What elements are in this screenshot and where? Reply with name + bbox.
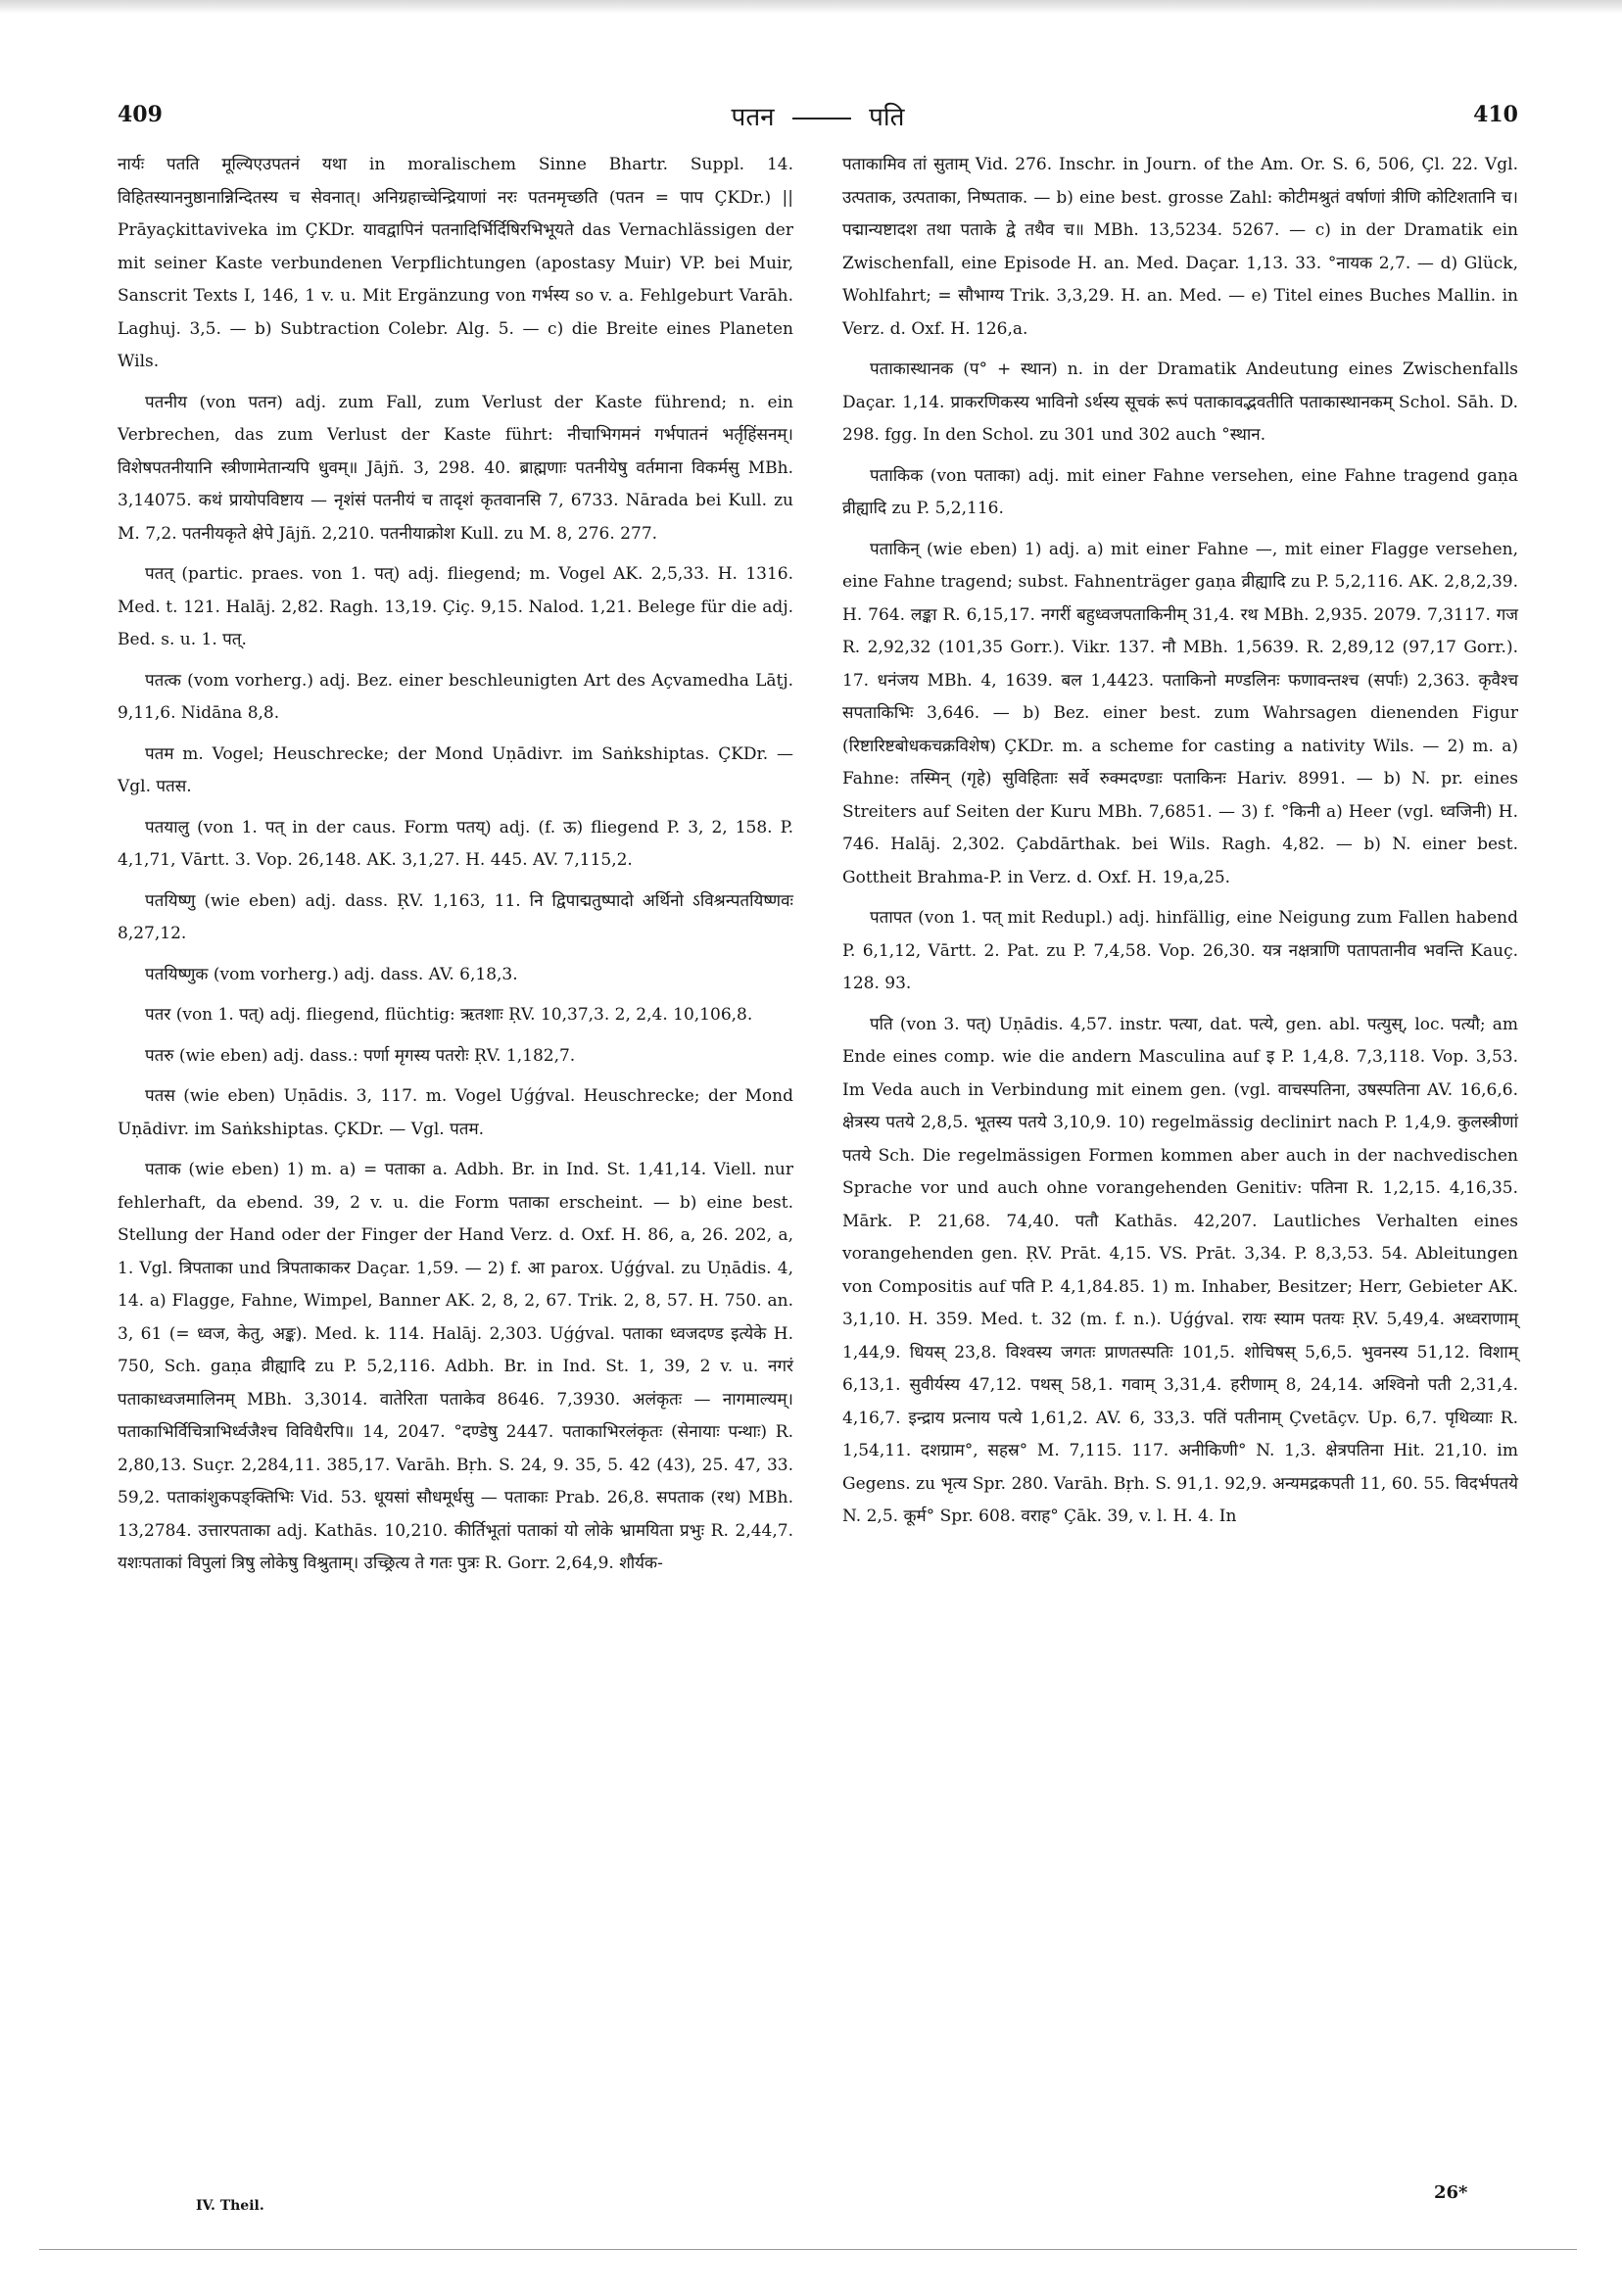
running-head xyxy=(118,98,1518,133)
entry-paragraph: पतयिष्णु (wie eben) adj. dass. ṚV. 1,163, 11. नि द्विपाद्मतुष्पादो अर्थिनो ऽविश्रन्पतयिष्णवः 8,27,12. xyxy=(118,890,793,943)
page-number-right: 410 xyxy=(1473,102,1518,127)
head-dash xyxy=(792,118,851,120)
bottom-rule xyxy=(39,2249,1577,2250)
entry-paragraph: पताकिन् (wie eben) 1) adj. a) mit einer Fahne —, mit einer Flagge versehen, eine Fahne tragend; subst. Fahnenträger gaṇa व्रीह्यादि zu P. 5,2,116. AK. 2,8,2,39. H. 764. लङ्का R. 6,15,17. नगरीं बहुध्वजपताकिनीम् 31,4. रथ MBh. 2,935. 2079. 7,3117. गज R. 2,92,32 (101,35 Gorr.). Vikr. 137. नौ MBh. 1,5639. R. 2,89,12 (97,17 Gorr.). 17. धनंजय MBh. 4, 1639. बल 1,4423. पताकिनो मण्डलिनः फणावन्तश्च (सर्पाः) 2,363. कृवैश्च सपताकिभिः 3,646. — b) Bez. einer best. zum Wahrsagen dienenden Figur (रिष्टारिष्टबोधकचक्रविशेष) ÇKDr. m. a scheme for casting a nativity Wils. — 2) m. a) Fahne: तस्मिन् (गृहे) सुविहिताः सर्वे रुक्मदण्डाः पताकिनः Hariv. 8991. — b) N. pr. eines Streiters auf Seiten der Kuru MBh. 7,6851. — 3) f. °किनी a) Heer (vgl. ध्वजिनी) H. 746. Halāj. 2,302. Çabdārthak. bei Wils. Ragh. 4,82. — b) N. einer best. Gottheit Brahma-P. in Verz. d. Oxf. H. 19,a,25. xyxy=(842,539,1518,887)
right-column xyxy=(842,149,1518,1542)
entry-paragraph: पतस (wie eben) Uṇādis. 3, 117. m. Vogel Uǵǵval. Heuschrecke; der Mond Uṇādivr. im Saṅkshiptas. ÇKDr. — Vgl. पतम. xyxy=(118,1086,793,1139)
signature-mark: 26* xyxy=(1434,2182,1468,2203)
entry-paragraph: पतत् (partic. praes. von 1. पत्) adj. fliegend; m. Vogel AK. 2,5,33. H. 1316. Med. t. 121. Halāj. 2,82. Ragh. 13,19. Çiç. 9,15. Nalod. 1,21. Belege für die adj. Bed. s. u. 1. पत्. xyxy=(118,564,793,649)
entry-paragraph: पताकामिव तां सुताम् Vid. 276. Inschr. in Journ. of the Am. Or. S. 6, 506, Çl. 22. Vgl. उत्पताक, उत्पताका, निष्पताक. — b) eine best. grosse Zahl: कोटीमश्रुतं वर्षाणां त्रीणि कोटिशतानि च। पद्मान्यष्टादश तथा पताके द्वे तथैव च॥ MBh. 13,5234. 5267. — c) in der Dramatik ein Zwischenfall, eine Episode H. an. Med. Daçar. 1,13. 33. °नायक 2,7. — d) Glück, Wohlfahrt; = सौभाग्य Trik. 3,3,29. H. an. Med. — e) Titel eines Buches Mallin. in Verz. d. Oxf. H. 126,a. xyxy=(842,155,1518,339)
entry-paragraph: पतयिष्णुक (vom vorherg.) adj. dass. AV. 6,18,3. xyxy=(145,964,518,984)
entry-paragraph: पताकिक (von पताका) adj. mit einer Fahne versehen, eine Fahne tragend gaṇa व्रीह्यादि zu P. 5,2,116. xyxy=(842,465,1518,518)
entry-paragraph: पतनीय (von पतन) adj. zum Fall, zum Verlust der Kaste führend; n. ein Verbrechen, das zum Verlust der Kaste führt: नीचाभिगमनं गर्भपातनं भर्तृहिंसनम्। विशेषपतनीयानि स्त्रीणामेतान्यपि धुवम्॥ Jājñ. 3, 298. 40. ब्राह्मणाः पतनीयेषु वर्तमाना विकर्मसु MBh. 3,14075. कथं प्रायोपविष्टाय — नृशंसं पतनीयं च तादृशं कृतवानसि 7, 6733. Nārada bei Kull. zu M. 7,2. पतनीयकृते क्षेपे Jājñ. 2,210. पतनीयाक्रोश Kull. zu M. 8, 276. 277. xyxy=(118,392,793,544)
entry-paragraph: पताकास्थानक (प° + स्थान) n. in der Dramatik Andeutung eines Zwischenfalls Daçar. 1,14. प्राकरणिकस्य भाविनो ऽर्थस्य सूचकं रूपं पताकावद्भवतीति पताकास्थानकम् Schol. Sāh. D. 298. fgg. In den Schol. zu 301 und 302 auch °स्थान. xyxy=(842,359,1518,445)
entry-paragraph: पतत्क (vom vorherg.) adj. Bez. einer beschleunigten Art des Açvamedha Lāṭj. 9,11,6. Nidāna 8,8. xyxy=(118,670,793,723)
entry-paragraph: पति (von 3. पत्) Uṇādis. 4,57. instr. पत्या, dat. पत्ये, gen. abl. पत्युस्, loc. पत्यौ; am Ende eines comp. wie die andern Masculina auf इ P. 1,4,8. 7,3,118. Vop. 3,53. Im Veda auch in Verbindung mit einem gen. (vgl. वाचस्पतिना, उषस्पतिना AV. 16,6,6. क्षेत्रस्य पतये 2,8,5. भूतस्य पतये 3,10,9. 10) regelmässig declinirt nach P. 1,4,9. कुलस्त्रीणां पतये Sch. Die regelmässigen Formen kommen aber auch in der nachvedischen Sprache vor und auch ohne vorangehenden Genitiv: पतिना R. 1,2,15. 4,16,35. Mārk. P. 21,68. 74,40. पतौ Kathās. 42,207. Lautliches Verhalten eines vorangehenden gen. ṚV. Prāt. 4,15. VS. Prāt. 3,34. P. 8,3,53. 54. Ableitungen von Compositis auf पति P. 4,1,84.85. 1) m. Inhaber, Besitzer; Herr, Gebieter AK. 3,1,10. H. 359. Med. t. 32 (m. f. n.). Uǵǵval. रायः स्याम पतयः ṚV. 5,49,4. अध्वराणाम् 1,44,9. धियस् 23,8. विश्वस्य जगतः प्राणतस्पतिः 101,5. शोचिषस् 5,6,5. भुवनस्य 51,12. विशाम् 6,13,1. सुवीर्यस्य 47,12. पथस् 58,1. गवाम् 3,31,4. हरीणाम् 8, 24,14. अश्विनो पती 2,31,4. 4,16,7. इन्द्राय प्रत्नाय पत्ये 1,61,2. AV. 6, 33,3. पतिं पतीनाम् Çvetāçv. Up. 6,7. पृथिव्याः R. 1,54,11. दशग्राम°, सहस्र° M. 7,115. 117. अनीकिणी° N. 1,3. क्षेत्रपतिना Hit. 21,10. im Gegens. zu भृत्य Spr. 280. Varāh. Bṛh. S. 91,1. 92,9. अन्यमद्रकपती 11, 60. 55. विदर्भपतये N. 2,5. कूर्म° Spr. 608. वराह° Çāk. 39, v. l. H. 4. In xyxy=(842,1014,1518,1526)
entry-paragraph: पतम m. Vogel; Heuschrecke; der Mond Uṇādivr. im Saṅkshiptas. ÇKDr. — Vgl. पतस. xyxy=(118,743,793,796)
entry-paragraph: पताक (wie eben) 1) m. a) = पताका a. Adbh. Br. in Ind. St. 1,41,14. Viell. nur fehlerhaft, da ebend. 39, 2 v. u. die Form पताका erscheint. — b) eine best. Stellung der Hand oder der Finger der Hand Verz. d. Oxf. H. 86, a, 26. 202, a, 1. Vgl. त्रिपताका und त्रिपताकाकर Daçar. 1,59. — 2) f. आ parox. Uǵǵval. zu Uṇādis. 4, 14. a) Flagge, Fahne, Wimpel, Banner AK. 2, 8, 2, 67. Trik. 2, 8, 57. H. 750. an. 3, 61 (= ध्वज, केतु, अङ्क). Med. k. 114. Halāj. 2,303. Uǵǵval. पताका ध्वजदण्ड इत्येके H. 750, Sch. gaṇa व्रीह्यादि zu P. 5,2,116. Adbh. Br. in Ind. St. 1, 39, 2 v. u. नगरं पताकाध्वजमालिनम् MBh. 3,3014. वातेरिता पताकेव 8646. 7,3930. अलंकृतः — नागमाल्यम्। पताकाभिर्विचित्राभिर्ध्वजैश्च विविधैरपि॥ 14, 2047. °दण्डेषु 2447. पताकाभिरलंकृतः (सेनायाः पन्थाः) R. 2,80,13. Suçr. 2,284,11. 385,17. Varāh. Bṛh. S. 24, 9. 35, 5. 42 (43), 25. 47, 33. 59,2. पताकांशुकपङ्क्तिभिः Vid. 53. धूयसां सौधमूर्धसु — पताकाः Prab. 26,8. सपताक (रथ) MBh. 13,2784. उत्तारपताका adj. Kathās. 10,210. कीर्तिभूतां पताकां यो लोके भ्रामयिता प्रभुः R. 2,44,7. यशःपताकां विपुलां त्रिषु लोकेषु विश्रुताम्। उच्छ्रित्य ते गतः पुत्रः R. Gorr. 2,64,9. शौर्यक- xyxy=(118,1160,793,1573)
page-number-left: 409 xyxy=(118,102,163,127)
entry-paragraph: पतापत (von 1. पत् mit Redupl.) adj. hinfällig, eine Neigung zum Fallen habend P. 6,1,12, Vārtt. 2. Pat. zu P. 7,4,58. Vop. 26,30. यत्र नक्षत्राणि पतापतानीव भवन्ति Kauç. 128. 93. xyxy=(842,908,1518,993)
entry-paragraph: पतयालु (von 1. पत् in der caus. Form पतय्) adj. (f. ऊ) fliegend P. 3, 2, 158. P. 4,1,71, Vārtt. 3. Vop. 26,148. AK. 3,1,27. H. 445. AV. 7,115,2. xyxy=(118,817,793,870)
left-column xyxy=(118,149,793,1589)
head-word-left: पतन xyxy=(731,103,775,132)
scan-edge xyxy=(0,0,1622,14)
entry-paragraph: नार्यः पतति मूल्यिएउपतनं यथा in moralischem Sinne Bhartr. Suppl. 14. विहितस्याननुष्ठानान्निन्दितस्य च सेवनात्। अनिग्रहाच्चेन्द्रियाणां नरः पतनमृच्छति (पतन = पाप ÇKDr.) || Prāyaçkittaviveka im ÇKDr. यावद्वापिनं पतनादिर्भिर्दिषिरभिभूयते das Vernachlässigen der mit seiner Kaste verbundenen Verpflichtungen (apostasy Muir) VP. bei Muir, Sanscrit Texts I, 146, 1 v. u. Mit Ergänzung von गर्भस्य so v. a. Fehlgeburt Varāh. Laghuj. 3,5. — b) Subtraction Colebr. Alg. 5. — c) die Breite eines Planeten Wils. xyxy=(118,155,793,371)
entry-paragraph: पतर (von 1. पत्) adj. fliegend, flüchtig: ऋतशाः ṚV. 10,37,3. 2, 2,4. 10,106,8. xyxy=(145,1005,753,1025)
page-header xyxy=(118,98,1518,137)
volume-note: IV. Theil. xyxy=(196,2198,264,2214)
entry-paragraph: पतरु (wie eben) adj. dass.: पर्णा मृगस्य पतरोः ṚV. 1,182,7. xyxy=(145,1045,576,1066)
head-word-right: पति xyxy=(869,103,905,132)
